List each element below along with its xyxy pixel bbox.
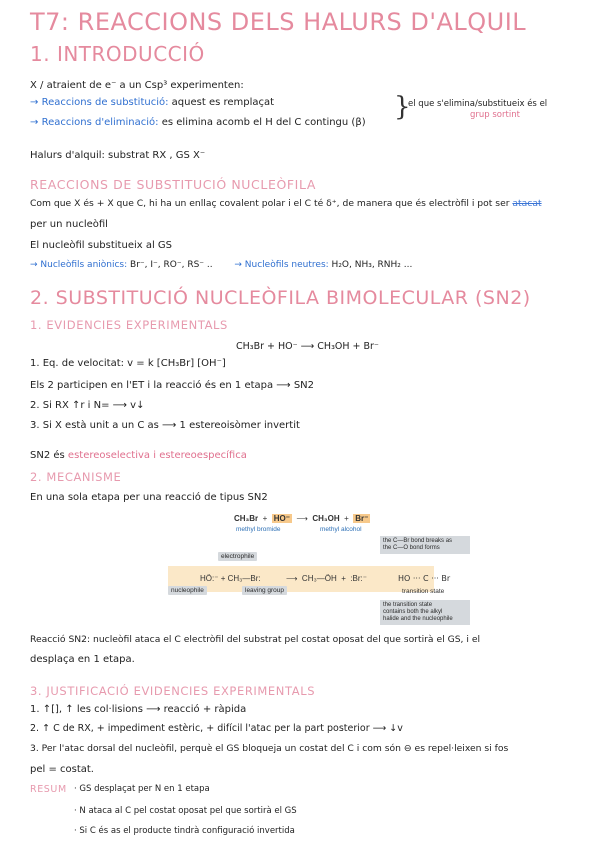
sn2-property: SN2 és estereoselectiva i estereoespecífica — [30, 450, 247, 461]
figure-mechanism-products: ⟶ CH₃—ÖH + :Br:⁻ — [286, 574, 367, 583]
bond-breaks-callout: the C—Br bond breaks as the C—O bond forms — [380, 536, 470, 554]
section-1-heading: 1. INTRODUCCIÓ — [30, 42, 205, 66]
figure-top-equation: CH₃Br + HO⁻ ⟶ CH₃OH + Br⁻ — [234, 514, 369, 523]
intro-text: X / atraient de e⁻ a un Csp³ experimenten: — [30, 80, 244, 91]
nucleophile-types: → Nucleòfils aniònics: Br⁻, I⁻, RO⁻, RS⁻ .. → Nucleòfils neutres: H₂O, NH₃, RNH₂ ... — [30, 260, 413, 270]
transition-state-label: transition state — [402, 588, 445, 595]
substitution-line — [30, 97, 274, 108]
elimination-line — [30, 117, 366, 128]
reaccions-substitucio-heading: REACCIONS DE SUBSTITUCIÓ NUCLEÒFILA — [30, 177, 316, 192]
elimination-text: es elimina acomb el H del C contingu (β) — [161, 117, 366, 128]
electrophile-explanation-2: per un nucleòfil — [30, 219, 108, 230]
evidence-1b: Els 2 participen en l'ET i la reacció és en 1 etapa ⟶ SN2 — [30, 380, 315, 391]
justification-2: 2. ↑ C de RX, + impediment estèric, + difícil l'atac per la part posterior ⟶ ↓v — [30, 723, 403, 734]
brace-note: el que s'elimina/substitueix és el — [408, 99, 548, 109]
arrow-icon: → — [30, 97, 39, 108]
resum-label: RESUM — [30, 784, 67, 795]
page-title: T7: REACCIONS DELS HALURS D'ALQUIL — [30, 8, 527, 36]
halurs-line: Halurs d'alquil: substrat RX , GS X⁻ — [30, 150, 206, 161]
brace-note-pink: grup sortint — [470, 110, 520, 120]
mecanisme-heading: 2. MECANISME — [30, 470, 122, 484]
transition-state-formula: HO ··· C ··· Br — [398, 574, 451, 583]
section-2-heading: 2. SUBSTITUCIÓ NUCLEÒFILA BIMOLECULAR (SN2) — [30, 287, 531, 309]
resum-item-2: · N ataca al C pel costat oposat pel que sortirà el GS — [74, 806, 297, 816]
resum-item-1: · GS desplaçat per N en 1 etapa — [74, 784, 210, 794]
arrow-icon: → — [30, 117, 39, 128]
elimination-label: Reaccions d'eliminació: — [41, 117, 159, 128]
resum-item-3: · Si C és as el producte tindrà configuració invertida — [74, 826, 295, 836]
reaction-description: Reacció SN2: nucleòfil ataca el C electròfil del substrat pel costat oposat del que sortirà el GS, i el — [30, 634, 481, 645]
mecanisme-text: En una sola etapa per una reacció de tipus SN2 — [30, 492, 268, 503]
justification-1: 1. ↑[], ↑ les col·lisions ⟶ reacció + ràpida — [30, 704, 247, 715]
transition-state-callout: the transition state contains both the alkyl halide and the nucleophile — [380, 600, 470, 625]
reaction-equation: CH₃Br + HO⁻ ⟶ CH₃OH + Br⁻ — [236, 341, 379, 352]
evidence-3: 3. Si X està unit a un C as ⟶ 1 estereoisòmer invertit — [30, 420, 300, 431]
justificacio-heading: 3. JUSTIFICACIÓ EVIDENCIES EXPERIMENTALS — [30, 684, 316, 698]
evidence-1: 1. Eq. de velocitat: v = k [CH₃Br] [OH⁻] — [30, 358, 226, 369]
nucleophile-substitutes: El nucleòfil substitueix al GS — [30, 240, 173, 251]
evidencies-heading: 1. EVIDENCIES EXPERIMENTALS — [30, 318, 228, 332]
reaction-description-2: desplaça en 1 etapa. — [30, 654, 135, 665]
electrophile-explanation: Com que X és + X que C, hi ha un enllaç covalent polar i el C té δ⁺, de manera que és electròfil i pot ser atacat — [30, 198, 542, 209]
substitution-text: aquest es remplaçat — [171, 97, 275, 108]
electrophile-tag: electrophile — [218, 552, 257, 561]
figure-mechanism-reactants: HÖ:⁻ + CH₃—Br: — [200, 574, 261, 583]
methyl-bromide-label: methyl bromide — [236, 526, 281, 533]
justification-3: 3. Per l'atac dorsal del nucleòfil, perquè el GS bloqueja un costat del C i com són ⊖ es repel·leixen si fos — [30, 743, 509, 754]
leaving-group-tag: leaving group — [242, 586, 287, 595]
nucleophile-tag: nucleophile — [168, 586, 207, 595]
curly-brace-icon: } — [394, 92, 411, 122]
justification-3b: pel = costat. — [30, 764, 94, 775]
evidence-2: 2. Si RX ↑r i N= ⟶ v↓ — [30, 400, 145, 411]
methyl-alcohol-label: methyl alcohol — [320, 526, 362, 533]
substitution-label: Reaccions de substitució: — [41, 97, 169, 108]
